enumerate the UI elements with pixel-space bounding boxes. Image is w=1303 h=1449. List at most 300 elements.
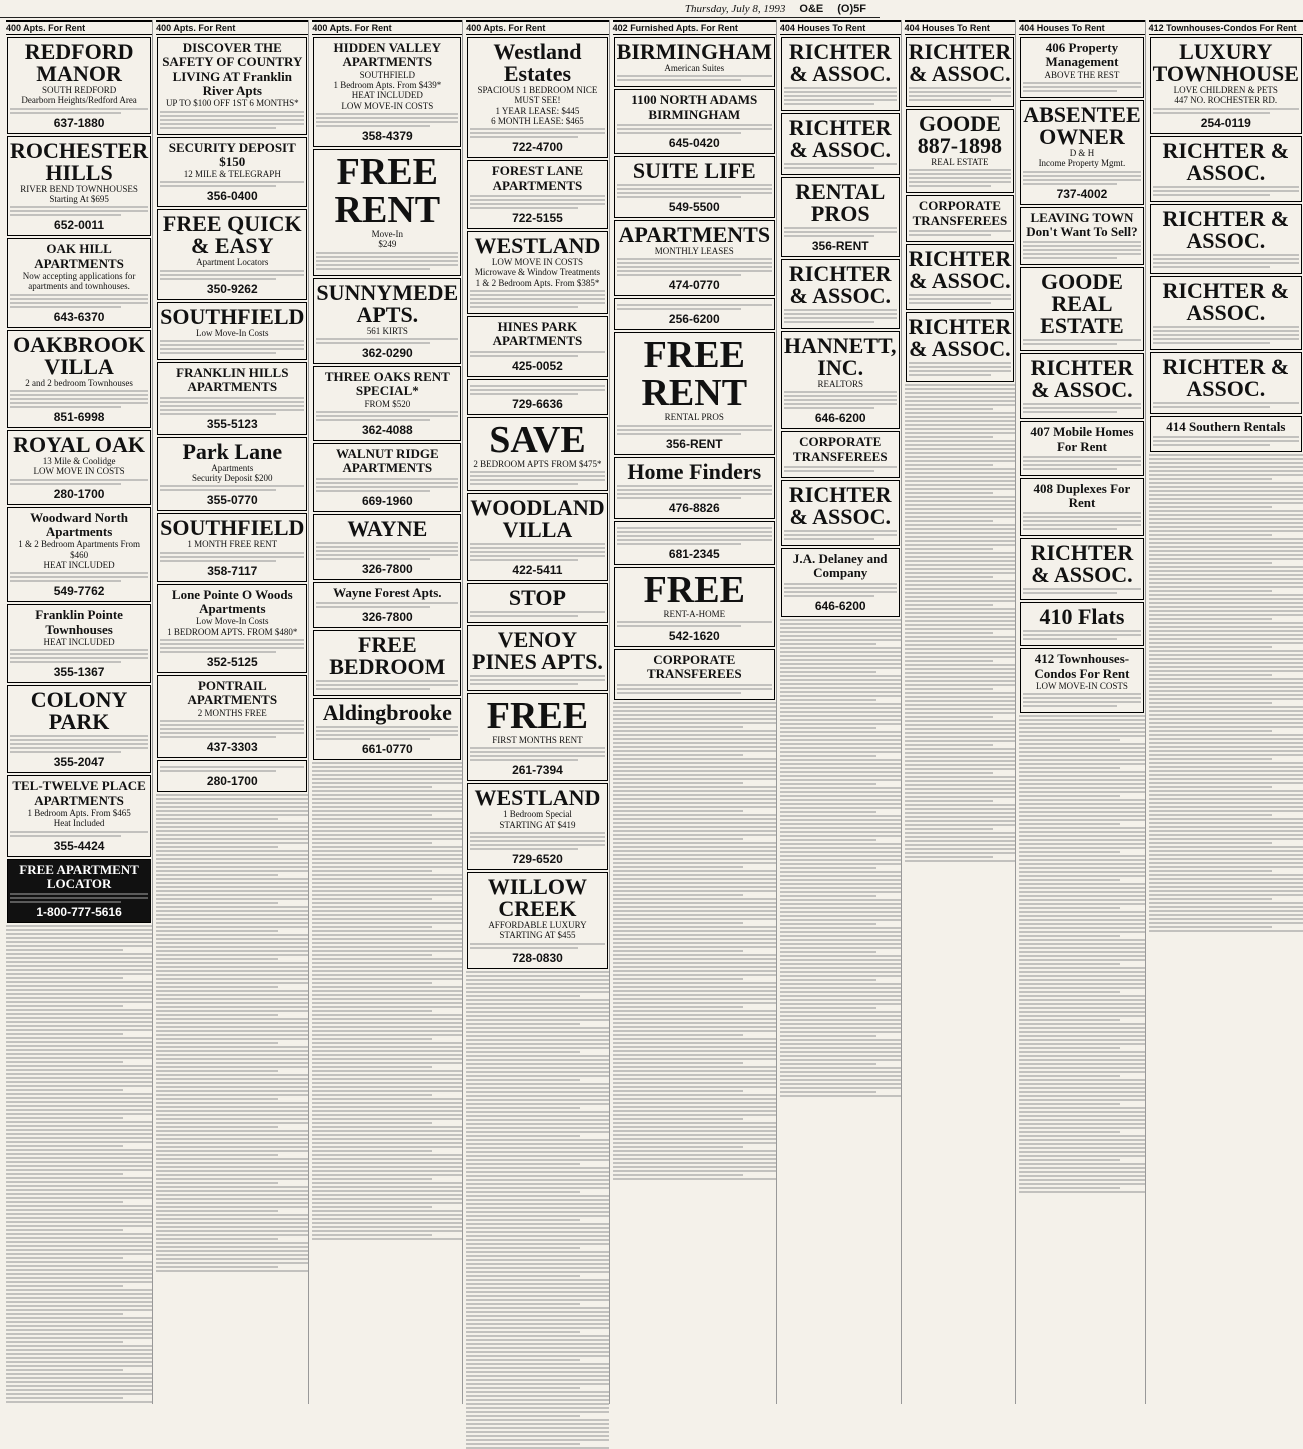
body-text-line	[780, 851, 901, 853]
body-text-line	[466, 1219, 580, 1221]
body-text-line	[6, 937, 152, 939]
body-text-line	[312, 1230, 462, 1232]
body-text-line	[905, 504, 1016, 506]
body-text-line	[1019, 799, 1144, 801]
body-text-line	[1019, 787, 1144, 789]
ad-line: 561 KIRTS	[366, 325, 408, 336]
body-text-line	[6, 1029, 152, 1031]
body-text-line	[312, 782, 462, 784]
body-text-line	[1019, 1107, 1144, 1109]
column-body-text	[1019, 715, 1144, 1193]
classified-ad	[313, 278, 461, 364]
body-text-line	[1149, 902, 1303, 904]
body-text-line	[466, 1051, 580, 1053]
ad-line: 2 and 2 bedroom Townhouses	[25, 377, 133, 388]
body-text-line	[312, 1010, 432, 1012]
body-text-line	[156, 1002, 308, 1004]
body-text-line	[466, 1355, 608, 1357]
body-text-line	[1149, 570, 1303, 572]
body-text-line	[1149, 558, 1303, 560]
body-text-line	[466, 1235, 608, 1237]
body-text-line	[156, 906, 308, 908]
body-text-line	[1019, 1059, 1144, 1061]
classified-ad	[467, 160, 607, 229]
body-text-line	[1019, 1023, 1144, 1025]
ad-title: REDFORD MANOR	[24, 39, 134, 86]
body-text-line	[780, 627, 901, 629]
body-text-line	[156, 1254, 308, 1256]
body-text-line	[312, 926, 432, 928]
body-text-line	[613, 958, 776, 960]
body-text-line	[312, 1226, 462, 1228]
body-text-line	[466, 1255, 608, 1257]
body-text-line	[156, 1182, 278, 1184]
body-text-line	[1023, 630, 1140, 632]
body-text-line	[1023, 171, 1140, 173]
ad-title: OAK HILL APARTMENTS	[34, 241, 124, 271]
body-text-line	[156, 1174, 308, 1176]
body-text-line	[1149, 514, 1303, 516]
body-text-line	[466, 1435, 608, 1437]
body-text-line	[780, 1015, 901, 1017]
body-text-line	[466, 1399, 608, 1401]
classified-ad	[7, 775, 151, 856]
body-text-line	[312, 818, 462, 820]
body-text-line	[466, 1067, 608, 1069]
body-text-line	[312, 1122, 432, 1124]
body-text-line	[780, 1007, 877, 1009]
body-text-line	[466, 1283, 608, 1285]
body-text-line	[1149, 886, 1303, 888]
body-text-line	[1019, 1015, 1144, 1017]
body-text-line	[312, 1086, 462, 1088]
body-text-line	[470, 747, 604, 749]
body-text-line	[1023, 343, 1117, 345]
ad-line: Starting At $695	[49, 194, 109, 205]
body-text-line	[1019, 1003, 1144, 1005]
classified-ad	[467, 231, 607, 314]
body-text-line	[1019, 859, 1144, 861]
body-text-line	[312, 1070, 462, 1072]
body-text-line	[312, 762, 462, 764]
body-text-line	[6, 1321, 152, 1323]
ad-title: ABSENTEE OWNER	[1023, 101, 1141, 149]
body-text-line	[780, 975, 901, 977]
body-text-line	[780, 651, 901, 653]
body-text-line	[466, 1187, 608, 1189]
body-text-line	[6, 1197, 152, 1199]
body-text-line	[780, 819, 901, 821]
body-text-line	[905, 572, 1016, 574]
body-text-line	[466, 1271, 608, 1273]
body-text-line	[1149, 706, 1303, 708]
body-text-line	[466, 1215, 608, 1217]
body-text-line	[613, 738, 776, 740]
body-text-line	[613, 806, 776, 808]
body-text-line	[312, 934, 462, 936]
body-text-line	[312, 986, 462, 988]
body-text-line	[312, 910, 462, 912]
body-text-line	[780, 931, 901, 933]
body-text-line	[780, 959, 901, 961]
body-text-line	[780, 775, 901, 777]
body-text-line	[780, 751, 901, 753]
body-text-line	[1019, 887, 1144, 889]
body-text-line	[10, 835, 121, 837]
body-text-line	[466, 1327, 608, 1329]
body-text-line	[160, 724, 304, 726]
body-text-line	[1023, 253, 1140, 255]
ad-line: STARTING AT $419	[499, 819, 576, 830]
column-1	[6, 20, 153, 1404]
body-text-line	[905, 428, 1016, 430]
classified-ad	[781, 548, 900, 617]
ad-title: FREE RENT	[641, 334, 748, 415]
body-text-line	[160, 556, 304, 558]
body-text-line	[156, 870, 308, 872]
body-text-line	[6, 1329, 152, 1331]
body-text-line	[316, 113, 458, 115]
body-text-line	[1019, 827, 1144, 829]
body-text-line	[466, 1023, 580, 1025]
body-text-line	[1149, 762, 1303, 764]
body-text-line	[905, 820, 1016, 822]
body-text-line	[780, 919, 901, 921]
body-text-line	[156, 1134, 308, 1136]
body-text-line	[909, 181, 1012, 183]
body-text-line	[466, 1155, 608, 1157]
column-heading: 404 Houses To Rent	[780, 20, 901, 35]
body-text-line	[780, 867, 877, 869]
body-text-line	[466, 1091, 608, 1093]
body-text-line	[466, 1003, 608, 1005]
classified-ad	[7, 136, 151, 237]
body-text-line	[1023, 411, 1117, 413]
body-text-line	[466, 1147, 608, 1149]
body-text-line	[780, 815, 901, 817]
body-text-line	[784, 91, 897, 93]
body-text-line	[1019, 1179, 1144, 1181]
body-text-line	[6, 1369, 123, 1371]
body-text-line	[1023, 693, 1140, 695]
body-text-line	[613, 766, 776, 768]
body-text-line	[156, 1210, 278, 1212]
body-text-line	[613, 1062, 744, 1064]
ad-line: Dearborn Heights/Redford Area	[21, 95, 137, 106]
body-text-line	[466, 1059, 608, 1061]
body-text-line	[156, 994, 308, 996]
body-text-line	[613, 822, 776, 824]
body-text-line	[905, 844, 1016, 846]
body-text-line	[905, 424, 1016, 426]
body-text-line	[905, 752, 1016, 754]
body-text-line	[905, 556, 1016, 558]
body-text-line	[1019, 775, 1144, 777]
body-text-line	[156, 998, 308, 1000]
body-text-line	[780, 831, 901, 833]
body-text-line	[780, 767, 901, 769]
body-text-line	[1019, 831, 1144, 833]
body-text-line	[6, 1273, 152, 1275]
body-text-line	[316, 478, 458, 480]
body-text-line	[160, 348, 304, 350]
ad-title: RICHTER & ASSOC.	[1162, 277, 1290, 325]
body-text-line	[1019, 723, 1144, 725]
body-text-line	[1023, 701, 1140, 703]
body-text-line	[780, 747, 901, 749]
body-text-line	[1149, 502, 1303, 504]
ad-title: RICHTER & ASSOC.	[788, 481, 892, 529]
body-text-line	[312, 1050, 462, 1052]
body-text-line	[156, 1138, 308, 1140]
body-text-line	[780, 855, 901, 857]
body-text-line	[909, 230, 1012, 232]
ad-phone: 355-5123	[206, 416, 258, 431]
body-text-line	[10, 897, 148, 899]
body-text-line	[466, 1047, 608, 1049]
body-text-line	[6, 1097, 152, 1099]
body-text-line	[1019, 1111, 1144, 1113]
body-text-line	[6, 1209, 152, 1211]
body-text-line	[6, 1061, 123, 1063]
body-text-line	[312, 810, 462, 812]
body-text-line	[613, 1094, 776, 1096]
body-text-line	[617, 124, 772, 126]
body-text-line	[613, 982, 776, 984]
body-text-line	[156, 1026, 308, 1028]
body-text-line	[905, 640, 1016, 642]
body-text-line	[312, 1238, 462, 1240]
body-text-line	[780, 979, 877, 981]
body-text-line	[613, 802, 776, 804]
body-text-line	[613, 750, 776, 752]
body-text-line	[780, 715, 901, 717]
ad-title: 414 Southern Rentals	[1166, 418, 1286, 434]
body-text-line	[784, 395, 897, 397]
body-text-line	[780, 1051, 901, 1053]
classified-ad	[313, 698, 461, 760]
body-text-line	[466, 1211, 608, 1213]
body-text-line	[1019, 1035, 1144, 1037]
body-text-line	[780, 655, 901, 657]
body-text-line	[312, 790, 462, 792]
body-text-line	[160, 405, 304, 407]
body-text-line	[312, 974, 462, 976]
body-text-line	[1149, 498, 1303, 500]
body-text-line	[905, 672, 1016, 674]
body-text-line	[466, 983, 608, 985]
body-text-line	[466, 1299, 608, 1301]
body-text-line	[156, 1270, 308, 1272]
body-text-line	[1019, 883, 1144, 885]
body-text-line	[1023, 249, 1140, 251]
body-text-line	[160, 115, 304, 117]
body-text-line	[10, 302, 148, 304]
body-text-line	[780, 779, 901, 781]
body-text-line	[1019, 807, 1144, 809]
classified-ad	[614, 332, 775, 454]
body-text-line	[1019, 939, 1144, 941]
body-text-line	[6, 1129, 152, 1131]
body-text-line	[156, 1086, 308, 1088]
body-text-line	[316, 342, 429, 344]
body-text-line	[6, 981, 152, 983]
body-text-line	[470, 947, 578, 949]
body-text-line	[780, 835, 901, 837]
body-text-line	[160, 185, 275, 187]
body-text-line	[1149, 758, 1272, 760]
classified-ad	[157, 760, 307, 792]
body-text-line	[156, 1062, 308, 1064]
body-text-line	[617, 128, 772, 130]
body-text-line	[905, 440, 1016, 442]
body-text-line	[1019, 967, 1144, 969]
body-text-line	[1023, 512, 1140, 514]
ad-phone: 425-0052	[512, 358, 563, 373]
body-text-line	[1019, 919, 1144, 921]
body-text-line	[780, 903, 901, 905]
body-text-line	[312, 766, 462, 768]
body-text-line	[905, 636, 1016, 638]
body-text-line	[156, 1238, 278, 1240]
body-text-line	[1023, 257, 1117, 259]
body-text-line	[466, 1139, 608, 1141]
body-text-line	[905, 708, 1016, 710]
body-text-line	[1149, 466, 1303, 468]
body-text-line	[312, 806, 462, 808]
classified-ad	[467, 625, 607, 691]
body-text-line	[1153, 266, 1270, 268]
body-text-line	[312, 1058, 462, 1060]
ad-line: FROM $520	[364, 398, 411, 409]
body-text-line	[466, 999, 608, 1001]
body-text-line	[156, 1090, 308, 1092]
body-text-line	[1149, 574, 1303, 576]
column-3	[312, 20, 463, 1404]
body-text-line	[905, 856, 994, 858]
body-text-line	[316, 486, 458, 488]
body-text-line	[470, 351, 604, 353]
body-text-line	[466, 1367, 608, 1369]
body-text-line	[1019, 1079, 1144, 1081]
body-text-line	[1019, 1019, 1119, 1021]
body-text-line	[905, 548, 994, 550]
body-text-line	[780, 891, 901, 893]
body-text-line	[1019, 823, 1119, 825]
body-text-line	[156, 1226, 308, 1228]
body-text-line	[156, 1022, 308, 1024]
body-text-line	[905, 668, 1016, 670]
body-text-line	[780, 1067, 901, 1069]
body-text-line	[1149, 526, 1303, 528]
body-text-line	[316, 680, 458, 682]
body-text-line	[613, 898, 776, 900]
ad-line: 2 BEDROOM APTS FROM $475*	[473, 458, 602, 469]
issue-date: Thursday, July 8, 1993	[684, 2, 786, 15]
body-text-line	[780, 643, 877, 645]
body-text-line	[1149, 746, 1303, 748]
body-text-line	[156, 834, 308, 836]
body-text-line	[1149, 810, 1303, 812]
body-text-line	[780, 1059, 901, 1061]
body-text-line	[905, 760, 1016, 762]
body-text-line	[6, 973, 152, 975]
body-text-line	[6, 1065, 152, 1067]
body-text-line	[6, 1025, 152, 1027]
ad-title: VENOY PINES APTS.	[472, 626, 603, 674]
body-text-line	[1149, 634, 1303, 636]
body-text-line	[613, 1050, 776, 1052]
body-text-line	[780, 679, 901, 681]
body-text-line	[156, 1242, 308, 1244]
body-text-line	[1019, 1123, 1144, 1125]
body-text-line	[312, 918, 462, 920]
body-text-line	[1019, 743, 1144, 745]
classified-ad	[157, 513, 307, 581]
classified-ad	[906, 244, 1015, 310]
body-text-line	[470, 471, 604, 473]
body-text-line	[6, 1289, 152, 1291]
body-text-line	[6, 997, 152, 999]
body-text-line	[905, 444, 1016, 446]
body-text-line	[312, 1034, 462, 1036]
body-text-line	[905, 684, 1016, 686]
body-text-line	[1149, 642, 1303, 644]
body-text-line	[1023, 588, 1140, 590]
body-text-line	[6, 1009, 152, 1011]
classified-ad	[313, 366, 461, 441]
body-text-line	[316, 268, 429, 270]
body-text-line	[613, 1046, 776, 1048]
body-text-line	[156, 1266, 278, 1268]
ad-title: FREE QUICK & EASY	[162, 211, 302, 259]
body-text-line	[466, 1075, 608, 1077]
body-text-line	[156, 826, 308, 828]
body-text-line	[780, 935, 901, 937]
ad-line: LOW MOVE IN COSTS	[491, 256, 583, 267]
body-text-line	[160, 651, 275, 653]
body-text-line	[1149, 846, 1303, 848]
body-text-line	[6, 965, 152, 967]
ad-title: 410 Flats	[1039, 604, 1125, 630]
body-text-line	[1019, 803, 1144, 805]
body-text-line	[1019, 1071, 1144, 1073]
body-text-line	[470, 302, 604, 304]
body-text-line	[905, 660, 994, 662]
body-text-line	[905, 756, 1016, 758]
body-text-line	[613, 1150, 776, 1152]
body-text-line	[1019, 1155, 1144, 1157]
ad-title: Wayne Forest Apts.	[333, 584, 442, 600]
body-text-line	[470, 195, 604, 197]
body-text-line	[156, 1206, 308, 1208]
body-text-line	[780, 759, 901, 761]
classified-ad	[7, 238, 151, 327]
body-text-line	[6, 1233, 152, 1235]
body-text-line	[1019, 791, 1144, 793]
body-text-line	[470, 475, 604, 477]
body-text-line	[1149, 594, 1303, 596]
body-text-line	[1019, 1103, 1119, 1105]
body-text-line	[466, 1379, 608, 1381]
body-text-line	[1019, 751, 1144, 753]
ad-line: RIVER BEND TOWNHOUSES	[20, 183, 138, 194]
body-text-line	[1149, 566, 1303, 568]
body-text-line	[613, 870, 776, 872]
body-text-line	[1019, 739, 1119, 741]
body-text-line	[160, 111, 304, 113]
body-text-line	[156, 1122, 308, 1124]
